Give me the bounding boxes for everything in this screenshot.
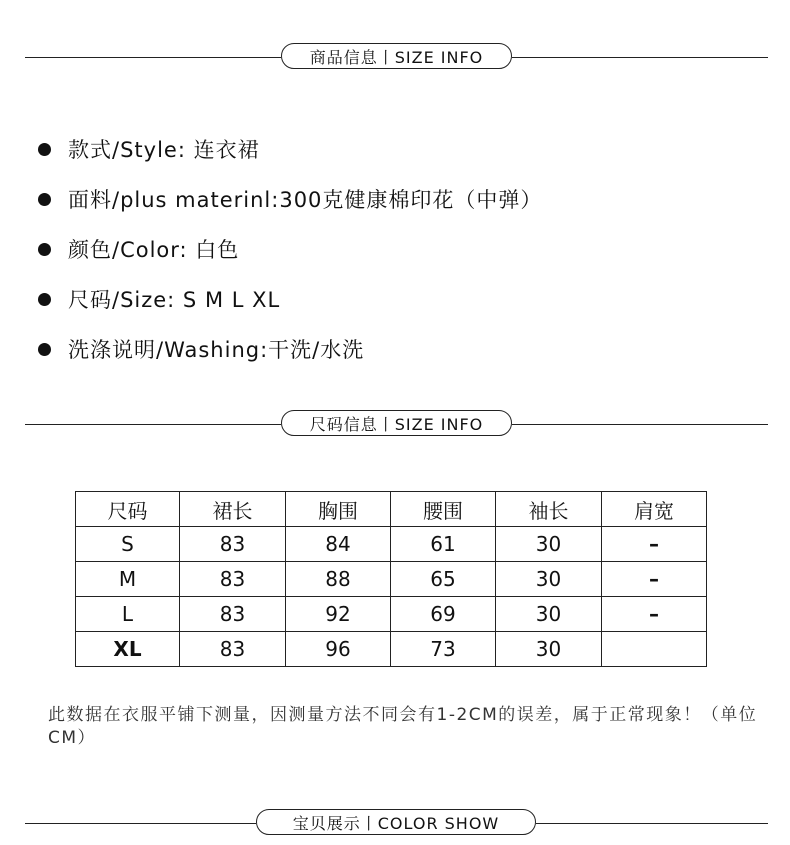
cell-sleeve: 30 (496, 597, 602, 632)
cell-waist: 73 (391, 632, 496, 667)
divider-right (536, 823, 768, 824)
cell-size: M (76, 562, 180, 597)
bullet-icon (38, 343, 51, 356)
cell-size: S (76, 527, 180, 562)
attribute-style (38, 124, 542, 174)
cell-shoulder: – (602, 562, 707, 597)
measurement-note: 此数据在衣服平铺下测量，因测量方法不同会有1-2CM的误差，属于正常现象！（单位CM） (48, 705, 758, 748)
size-table (75, 491, 707, 667)
cell-sleeve: 30 (496, 527, 602, 562)
table-header-row (76, 492, 707, 527)
divider-left (25, 823, 256, 824)
cell-waist: 61 (391, 527, 496, 562)
table-row (76, 597, 707, 632)
attribute-text: 面料/plus materinl:300克健康棉印花（中弹） (68, 188, 543, 212)
cell-chest: 92 (286, 597, 391, 632)
attribute-fabric (38, 174, 542, 224)
cell-chest: 96 (286, 632, 391, 667)
attribute-color (38, 224, 542, 274)
cell-shoulder: – (602, 597, 707, 632)
section-header-color-show (0, 809, 790, 839)
cell-length: 83 (180, 632, 286, 667)
cell-waist: 65 (391, 562, 496, 597)
attribute-size (38, 274, 542, 324)
cell-sleeve: 30 (496, 562, 602, 597)
cell-waist: 69 (391, 597, 496, 632)
divider-left (25, 424, 281, 425)
attribute-washing (38, 324, 542, 374)
cell-chest: 88 (286, 562, 391, 597)
section-title-size-info: 尺码信息丨SIZE INFO (281, 410, 512, 436)
cell-length: 83 (180, 597, 286, 632)
section-title-product-info: 商品信息丨SIZE INFO (281, 43, 512, 69)
cell-length: 83 (180, 562, 286, 597)
cell-shoulder: – (602, 527, 707, 562)
section-header-size-info (0, 410, 790, 440)
cell-sleeve: 30 (496, 632, 602, 667)
bullet-icon (38, 243, 51, 256)
bullet-icon (38, 293, 51, 306)
table-row (76, 562, 707, 597)
cell-size: L (76, 597, 180, 632)
header-shoulder: 肩宽 (602, 492, 707, 527)
header-waist: 腰围 (391, 492, 496, 527)
section-title-color-show: 宝贝展示丨COLOR SHOW (256, 809, 536, 835)
header-chest: 胸围 (286, 492, 391, 527)
section-header-product-info (0, 43, 790, 73)
header-size: 尺码 (76, 492, 180, 527)
divider-left (25, 57, 281, 58)
product-attributes-list (38, 124, 542, 374)
attribute-text: 款式/Style: 连衣裙 (68, 138, 260, 162)
table-row (76, 632, 707, 667)
divider-right (512, 424, 768, 425)
header-sleeve: 袖长 (496, 492, 602, 527)
attribute-text: 洗涤说明/Washing:干洗/水洗 (68, 338, 365, 362)
cell-size: XL (76, 632, 180, 667)
cell-shoulder (602, 632, 707, 667)
bullet-icon (38, 193, 51, 206)
cell-length: 83 (180, 527, 286, 562)
attribute-text: 颜色/Color: 白色 (68, 238, 240, 262)
attribute-text: 尺码/Size: S M L XL (68, 288, 281, 312)
divider-right (512, 57, 768, 58)
header-length: 裙长 (180, 492, 286, 527)
table-row (76, 527, 707, 562)
cell-chest: 84 (286, 527, 391, 562)
bullet-icon (38, 143, 51, 156)
